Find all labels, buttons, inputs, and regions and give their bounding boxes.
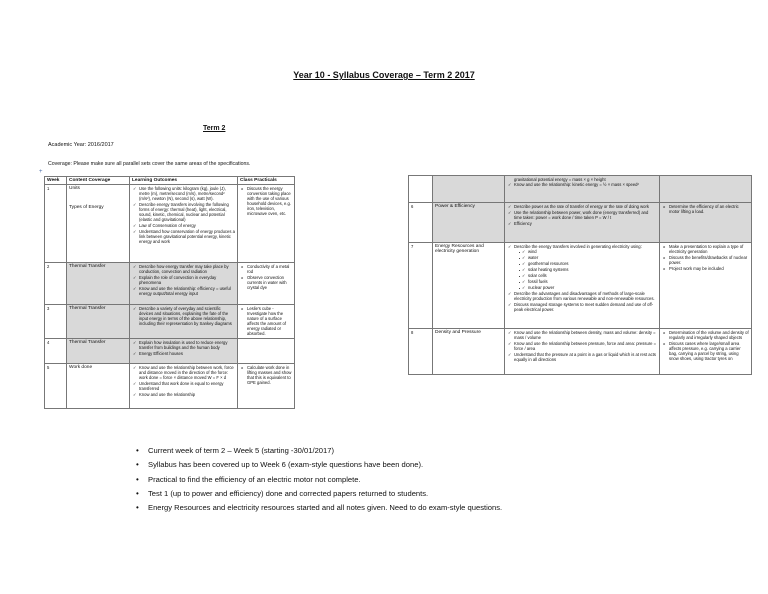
- energy-sources-list: [514, 249, 657, 290]
- class-practicals-cell: [238, 339, 295, 364]
- week-cell: 5: [45, 364, 67, 409]
- energy-source-item: ✓ • water: [528, 255, 657, 260]
- content-item: Units: [69, 186, 80, 191]
- content-item: Types of Energy: [69, 205, 104, 210]
- outcome-item: [514, 244, 657, 290]
- class-practicals-cell: [660, 176, 752, 203]
- outcome-item: ✓ Explain how insulation is used to reduce energy transfer from buildings and the human body: [139, 340, 235, 350]
- table-row: [409, 203, 752, 243]
- outcomes-list: [507, 204, 657, 226]
- practical-item: o Discuss the energy conversion taking place with the use of various household devices, e.g. iron, television, microwave oven, etc.: [247, 186, 292, 216]
- outcomes-list: [132, 186, 235, 244]
- outcomes-list: [132, 306, 235, 326]
- class-practicals-cell: [238, 263, 295, 305]
- practical-item: o Determine the efficiency of an electric motor lifting a load.: [669, 204, 749, 214]
- outcome-item: ✓ Efficiency: [514, 221, 657, 226]
- content-coverage-cell: [433, 176, 505, 203]
- summary-bullet: • Practical to find the efficiency of an electric motor not complete.: [136, 475, 756, 484]
- syllabus-table-right: [408, 175, 752, 375]
- energy-source-item: ✓ • fossil fuels: [528, 279, 657, 284]
- outcomes-list: [507, 182, 657, 187]
- summary-bullet-list: [136, 446, 756, 517]
- table-row: [45, 364, 295, 409]
- content-coverage-cell: [67, 339, 130, 364]
- outcomes-list: [132, 264, 235, 296]
- class-practicals-cell: [660, 243, 752, 329]
- outcome-item: ✓ Describe a variety of everyday and scientific devices and situations, explaining the fate of the input energy in terms of the above relationship, including their representation by Sankey diagrams: [139, 306, 235, 326]
- learning-outcomes-cell: [130, 339, 238, 364]
- summary-bullet: • Test 1 (up to power and efficiency) done and corrected papers returned to students.: [136, 489, 756, 498]
- outcomes-list: [132, 365, 235, 397]
- outcome-item: ✓ Describe power as the rate of transfer of energy or the rate of doing work: [514, 204, 657, 209]
- outcome-item: ✓ Energy Efficient houses: [139, 351, 235, 356]
- outcome-item: ✓ Describe energy transfers involving the following forms of energy: thermal (heat), light, electrical, sound, kinetic, chemical, nuclear and potential (elastic and gravitational): [139, 202, 235, 222]
- class-practicals-cell: [660, 203, 752, 243]
- content-coverage-cell: Density and Pressure: [433, 329, 505, 375]
- outcome-item: ✓ Understand that the pressure at a point in a gas or liquid which is at rest acts equally in all directions: [514, 352, 657, 362]
- outcomes-list: [132, 340, 235, 356]
- outcome-item: ✓ Understand that work done is equal to energy transferred: [139, 381, 235, 391]
- outcome-item: ✓ Know and use the relationship between density, mass and volume: density = mass / volume: [514, 330, 657, 340]
- learning-outcomes-cell: [130, 185, 238, 263]
- practical-item: o Calculate work done in lifting masses and show that this is equivalent to GPE gained.: [247, 365, 292, 385]
- practical-item: o Discuss the benefits/drawbacks of nuclear power.: [669, 255, 749, 265]
- header-week: Week: [45, 177, 67, 185]
- header-content-coverage: Content Coverage: [67, 177, 130, 185]
- outcome-item: ✓ Use the following units: kilogram (kg), joule (J), metre (m), metre/second (m/s), metre/second² (m/s²), newton (N), second (s), watt (W).: [139, 186, 235, 201]
- content-coverage-cell: Energy Resources and electricity generation: [433, 243, 505, 329]
- week-cell: 2: [45, 263, 67, 305]
- practical-item: o Leslie’s cube - Investigate how the nature of a surface affects the amount of energy radiated or absorbed.: [247, 306, 292, 336]
- table-row: [409, 243, 752, 329]
- header-class-practicals: Class Practicals: [238, 177, 295, 185]
- outcome-item: ✓ Know and use the relationship between work, force and distance moved in the direction of the force: work done = force × distance moved W = F × d: [139, 365, 235, 380]
- week-cell: 8: [409, 329, 433, 375]
- content-item: Thermal Transfer: [69, 306, 106, 311]
- energy-source-item: ✓ • wind: [528, 249, 657, 254]
- outcome-item: ✓ Law of Conservation of energy: [139, 223, 235, 228]
- outcome-item: ✓ Know and use the relationship: kinetic energy = ½ × mass × speed²: [514, 182, 657, 187]
- content-item: Thermal Transfer: [69, 264, 106, 269]
- table-header-row: [45, 177, 295, 185]
- practicals-list: [240, 365, 292, 385]
- outcome-item: ✓ Explain the role of convection in everyday phenomena: [139, 275, 235, 285]
- table-row: [409, 329, 752, 375]
- content-item: Thermal Transfer: [69, 340, 106, 345]
- outcome-item: ✓ Know and use the relationship: [139, 392, 235, 397]
- learning-outcomes-cell: [130, 364, 238, 409]
- coverage-note: Coverage: Please make sure all parallel sets cover the same areas of the specifications.: [48, 161, 251, 167]
- week-cell: 4: [45, 339, 67, 364]
- learning-outcomes-cell: [130, 263, 238, 305]
- outcome-item: ✓ Use the relationship between power, work done (energy transferred) and time taken: power = work done / time taken P = W / t: [514, 210, 657, 220]
- practical-item: o Observe convection currents in water with crystal dye: [247, 275, 292, 290]
- week-cell: 3: [45, 305, 67, 339]
- outcome-text: gravitational potential energy = mass × g × height: [514, 177, 606, 182]
- outcomes-list: [507, 330, 657, 362]
- outcome-item: ✓ Discuss managed storage systems to meet sudden demand and use of off-peak electrical power.: [514, 302, 657, 312]
- content-coverage-cell: [67, 364, 130, 409]
- table-row: [45, 185, 295, 263]
- week-cell: 7: [409, 243, 433, 329]
- energy-source-item: ✓ • solar cells: [528, 273, 657, 278]
- practicals-list: [240, 186, 292, 216]
- summary-bullet: • Syllabus has been covered up to Week 6 (exam-style questions have been done).: [136, 460, 756, 469]
- class-practicals-cell: [238, 364, 295, 409]
- learning-outcomes-cell: [505, 203, 660, 243]
- document-title: Year 10 - Syllabus Coverage – Term 2 2017: [293, 70, 475, 80]
- table-row: [45, 339, 295, 364]
- table-move-handle[interactable]: +: [39, 169, 43, 175]
- practical-item: o Project work may be included: [669, 266, 749, 271]
- practicals-list: [662, 204, 749, 214]
- table-row: [409, 176, 752, 203]
- learning-outcomes-cell: [130, 305, 238, 339]
- content-coverage-cell: [67, 305, 130, 339]
- outcome-item: ✓ Know and use the relationship: efficiency = useful energy output/total energy input: [139, 286, 235, 296]
- outcomes-list: [507, 244, 657, 312]
- content-item: Work done: [69, 365, 93, 370]
- term-heading: Term 2: [203, 125, 226, 132]
- outcome-item: ✓ Know and use the relationship between pressure, force and area: pressure = force / area: [514, 341, 657, 351]
- table-row: [45, 305, 295, 339]
- learning-outcomes-cell: [505, 176, 660, 203]
- practicals-list: [240, 306, 292, 336]
- class-practicals-cell: [238, 305, 295, 339]
- practical-item: o Determination of the volume and density of regularly and irregularly shaped objects: [669, 330, 749, 340]
- outcome-item: ✓ Describe the advantages and disadvantages of methods of large-scale electricity production from various renewable and non-renewable resources.: [514, 291, 657, 301]
- academic-year: Academic Year: 2016/2017: [48, 142, 114, 148]
- header-learning-outcomes: Learning Outcomes: [130, 177, 238, 185]
- syllabus-table-left: [44, 176, 295, 409]
- practical-item: o Discuss cases where large/small area affects pressure, e.g. carrying a carrier bag, carrying a parcel by string, using snow shoes, using tractor tyres on: [669, 341, 749, 361]
- practicals-list: [662, 244, 749, 271]
- energy-source-item: ✓ • geothermal resources: [528, 261, 657, 266]
- class-practicals-cell: [238, 185, 295, 263]
- summary-bullet: • Current week of term 2 – Week 5 (starting -30/01/2017): [136, 446, 756, 455]
- energy-source-item: ✓ • solar heating systems: [528, 267, 657, 272]
- outcome-lead: Describe the energy transfers involved in generating electricity using:: [514, 244, 642, 249]
- learning-outcomes-cell: [505, 243, 660, 329]
- week-cell: [409, 176, 433, 203]
- content-coverage-cell: [67, 185, 130, 263]
- summary-bullet: • Energy Resources and electricity resources started and all notes given. Need to do exam-style questions.: [136, 503, 756, 512]
- class-practicals-cell: [660, 329, 752, 375]
- energy-source-item: ✓ • nuclear power: [528, 285, 657, 290]
- week-cell: 6: [409, 203, 433, 243]
- content-coverage-cell: [67, 263, 130, 305]
- week-cell: 1: [45, 185, 67, 263]
- practicals-list: [240, 264, 292, 290]
- outcome-item: ✓ Understand how conservation of energy produces a link between gravitational potential energy, kinetic energy and work: [139, 229, 235, 244]
- learning-outcomes-cell: [505, 329, 660, 375]
- practical-item: o Make a presentation to explain a type of electricity generation: [669, 244, 749, 254]
- outcome-item: ✓ Describe how energy transfer may take place by conduction, convection and radiation: [139, 264, 235, 274]
- practical-item: o Conductivity of a metal rod: [247, 264, 292, 274]
- practicals-list: [662, 330, 749, 361]
- table-row: [45, 263, 295, 305]
- content-coverage-cell: Power & Efficiency: [433, 203, 505, 243]
